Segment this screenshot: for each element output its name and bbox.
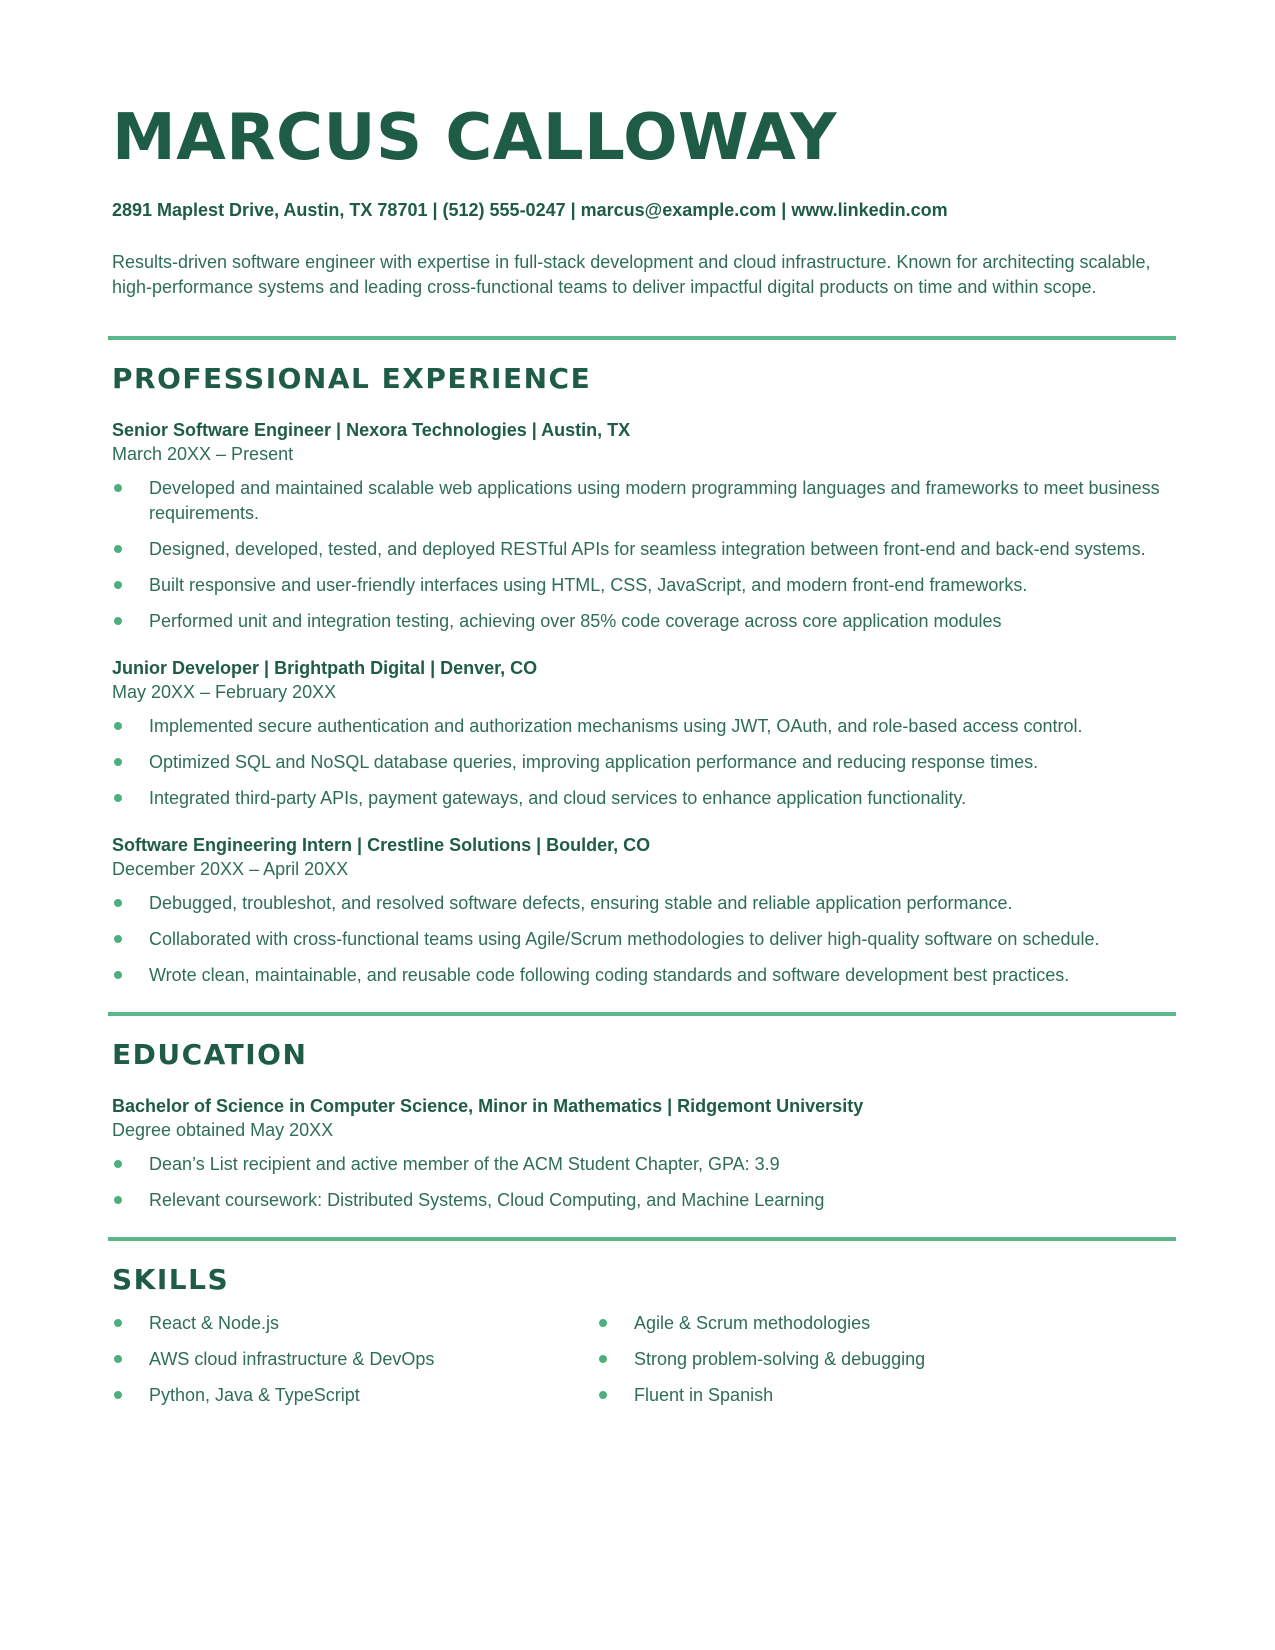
list-item [112, 1188, 1172, 1213]
job-entry [112, 656, 1172, 811]
list-item [112, 537, 1172, 562]
job-entry [112, 833, 1172, 988]
bullet-dot-icon [114, 899, 122, 907]
list-item [597, 1383, 1082, 1408]
list-item [112, 1347, 597, 1372]
list-item [112, 1383, 597, 1408]
list-item [112, 1311, 597, 1336]
skill-text: AWS cloud infrastructure & DevOps [149, 1349, 435, 1369]
skill-text: Strong problem-solving & debugging [634, 1349, 926, 1369]
degree-obtained: Degree obtained May 20XX [112, 1120, 334, 1140]
bullet-dot-icon [599, 1355, 607, 1363]
bullet-text: Debugged, troubleshot, and resolved software defects, ensuring stable and reliable application performance. [149, 893, 1013, 913]
bullet-dot-icon [114, 1391, 122, 1399]
list-item [597, 1311, 1082, 1336]
bullet-dot-icon [114, 935, 122, 943]
job-entry [112, 418, 1172, 634]
education-bullet-list [112, 1152, 1172, 1213]
bullet-dot-icon [114, 758, 122, 766]
contact-line: 2891 Maplest Drive, Austin, TX 78701 | (512) 555-0247 | marcus@example.com | www.linkedin.com [112, 200, 948, 220]
skills-column-left [112, 1311, 597, 1419]
list-item [112, 573, 1172, 598]
job-bullet-list [112, 476, 1172, 634]
bullet-text: Integrated third-party APIs, payment gateways, and cloud services to enhance application functionality. [149, 788, 967, 808]
degree-heading: Bachelor of Science in Computer Science, Minor in Mathematics | Ridgemont University [112, 1096, 864, 1116]
bullet-dot-icon [114, 794, 122, 802]
skill-text: Fluent in Spanish [634, 1385, 774, 1405]
job-bullet-list [112, 714, 1172, 811]
skill-text: React & Node.js [149, 1313, 280, 1333]
list-item [112, 963, 1172, 988]
skills-section-title: SKILLS [112, 1263, 230, 1296]
skills-list [597, 1311, 1082, 1408]
section-divider [108, 1237, 1176, 1241]
bullet-text: Wrote clean, maintainable, and reusable code following coding standards and software development best practices. [149, 965, 1070, 985]
job-bullet-list [112, 891, 1172, 988]
skills-column-right [597, 1311, 1082, 1419]
bullet-dot-icon [114, 1196, 122, 1204]
bullet-text: Designed, developed, tested, and deployed RESTful APIs for seamless integration between front-end and back-end systems. [149, 539, 1146, 559]
bullet-dot-icon [114, 1160, 122, 1168]
skill-text: Python, Java & TypeScript [149, 1385, 360, 1405]
job-dates: December 20XX – April 20XX [112, 859, 349, 879]
bullet-dot-icon [114, 484, 122, 492]
job-dates: March 20XX – Present [112, 444, 294, 464]
list-item [112, 476, 1172, 526]
job-heading: Software Engineering Intern | Crestline Solutions | Boulder, CO [112, 835, 651, 855]
list-item [112, 1152, 1172, 1177]
bullet-dot-icon [114, 581, 122, 589]
job-dates: May 20XX – February 20XX [112, 682, 337, 702]
bullet-dot-icon [114, 971, 122, 979]
list-item [112, 891, 1172, 916]
skills-list [112, 1311, 597, 1408]
experience-section-title: PROFESSIONAL EXPERIENCE [112, 362, 592, 395]
bullet-dot-icon [114, 1319, 122, 1327]
bullet-text: Dean’s List recipient and active member of the ACM Student Chapter, GPA: 3.9 [149, 1154, 780, 1174]
resume-page [112, 100, 1172, 1419]
education-section-title: EDUCATION [112, 1038, 308, 1071]
list-item [112, 714, 1172, 739]
section-divider [108, 336, 1176, 340]
list-item [112, 927, 1172, 952]
section-divider [108, 1012, 1176, 1016]
bullet-dot-icon [599, 1319, 607, 1327]
list-item [597, 1347, 1082, 1372]
bullet-dot-icon [114, 545, 122, 553]
bullet-text: Collaborated with cross-functional teams using Agile/Scrum methodologies to deliver high-quality software on schedule. [149, 929, 1100, 949]
education-entry [112, 1094, 1172, 1213]
skill-text: Agile & Scrum methodologies [634, 1313, 871, 1333]
bullet-dot-icon [114, 1355, 122, 1363]
professional-summary: Results-driven software engineer with expertise in full-stack development and cloud infrastructure. Known for architecting scalable, high-performance systems and leading cross-functional teams to deliver impactful digital products on time and within scope. [112, 252, 1151, 297]
list-item [112, 609, 1172, 634]
bullet-text: Built responsive and user-friendly interfaces using HTML, CSS, JavaScript, and modern front-end frameworks. [149, 575, 1028, 595]
bullet-text: Implemented secure authentication and authorization mechanisms using JWT, OAuth, and role-based access control. [149, 716, 1083, 736]
bullet-dot-icon [599, 1391, 607, 1399]
bullet-text: Performed unit and integration testing, achieving over 85% code coverage across core application modules [149, 611, 1002, 631]
list-item [112, 786, 1172, 811]
list-item [112, 750, 1172, 775]
skills-grid [112, 1311, 1172, 1419]
candidate-name: MARCUS CALLOWAY [112, 101, 837, 175]
job-heading: Senior Software Engineer | Nexora Technologies | Austin, TX [112, 420, 631, 440]
bullet-text: Developed and maintained scalable web applications using modern programming languages and frameworks to meet business requirements. [149, 478, 1160, 523]
bullet-text: Optimized SQL and NoSQL database queries, improving application performance and reducing response times. [149, 752, 1039, 772]
bullet-dot-icon [114, 722, 122, 730]
job-heading: Junior Developer | Brightpath Digital | Denver, CO [112, 658, 538, 678]
bullet-text: Relevant coursework: Distributed Systems, Cloud Computing, and Machine Learning [149, 1190, 825, 1210]
bullet-dot-icon [114, 617, 122, 625]
